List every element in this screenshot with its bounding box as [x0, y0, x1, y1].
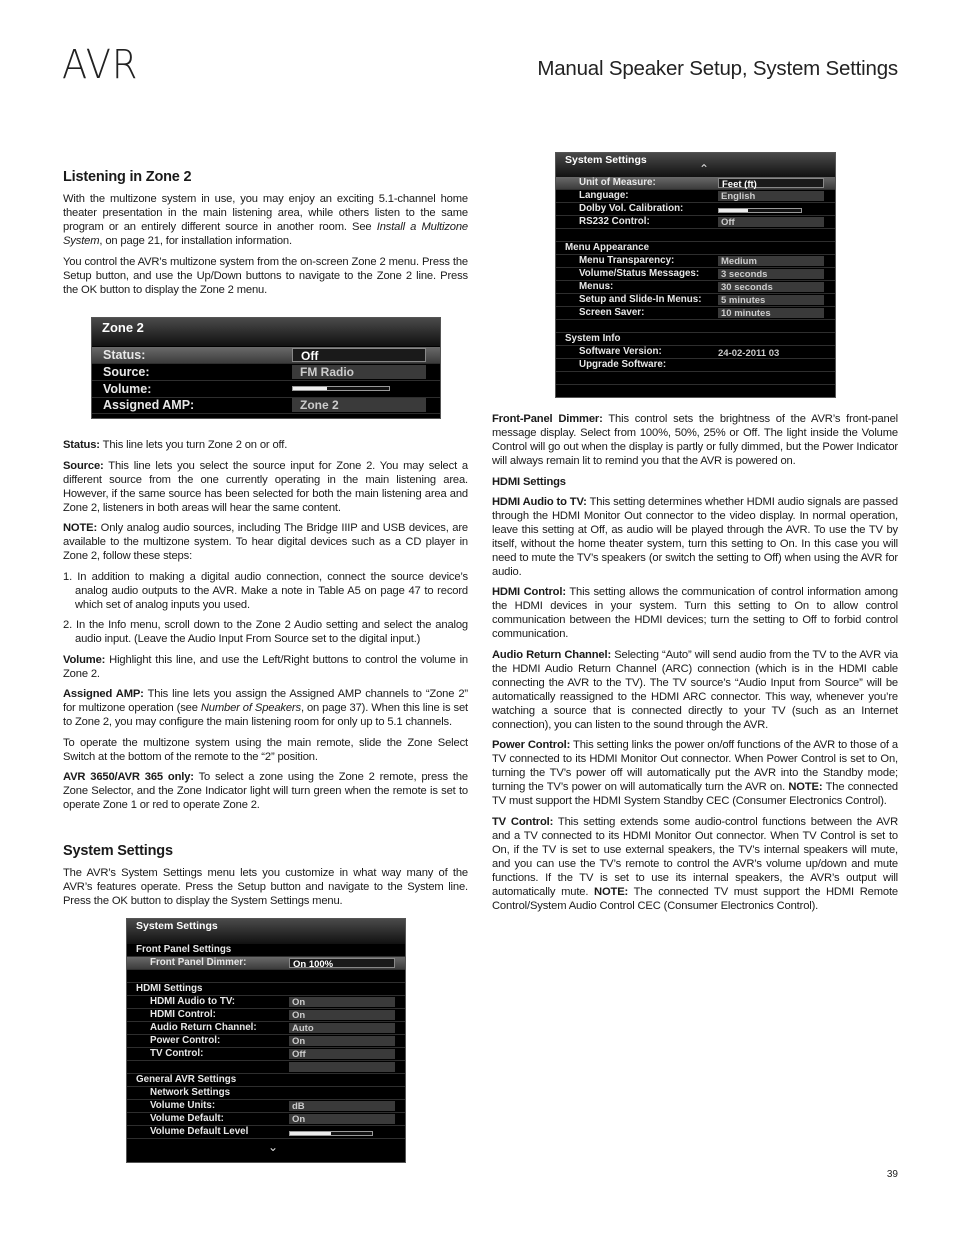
- arc-label: Audio Return Channel:: [150, 1022, 257, 1033]
- language-value[interactable]: English: [718, 191, 824, 201]
- setup-slide-value[interactable]: 5 minutes: [718, 295, 824, 305]
- power-para: Power Control: This setting links the power on/off functions of the AVR to those of a TV connected to its HDMI Monitor Out connector. When Power Control is set to On, turning the TV’s power off will automatically put the AVR into the Standby mode; turning the TV’s power on will automatically turn the AVR on. NOTE: The connected TV must support the HDMI System Standby CEC (Consumer Electronics Control).: [492, 739, 899, 807]
- hdmi-control-value[interactable]: On: [289, 1010, 395, 1020]
- hdmi-header-row: [127, 983, 405, 996]
- avr-logo: AVR: [62, 42, 139, 88]
- volume-units-value[interactable]: dB: [289, 1101, 395, 1111]
- language-row[interactable]: [556, 190, 835, 203]
- network-label: Network Settings: [150, 1087, 231, 1098]
- software-row: [556, 346, 835, 359]
- zone2-amp-row[interactable]: [92, 397, 440, 414]
- dolby-row[interactable]: [556, 203, 835, 216]
- arc-row[interactable]: [127, 1022, 405, 1035]
- rs232-value[interactable]: Off: [718, 217, 824, 227]
- unit-value[interactable]: Feet (ft): [718, 178, 824, 188]
- steps-list: [63, 570, 468, 647]
- system-intro: The AVR’s System Settings menu lets you customize in what way many of the AVR’s features operate. Press the Setup button and navigate to the System line. Press the OK button to display the System Settings menu.: [63, 867, 468, 907]
- volume-default-value[interactable]: On: [289, 1114, 395, 1124]
- zone2-source-value[interactable]: FM Radio: [292, 365, 426, 379]
- volstatus-value[interactable]: 3 seconds: [718, 269, 824, 279]
- saver-row[interactable]: [556, 307, 835, 320]
- hdmi-control-row[interactable]: [127, 1009, 405, 1022]
- network-row[interactable]: [127, 1087, 405, 1100]
- menus-label: Menus:: [579, 281, 614, 292]
- volstatus-row[interactable]: [556, 268, 835, 281]
- volstatus-label: Volume/Status Messages:: [579, 268, 700, 279]
- info-header: System Info: [565, 333, 621, 344]
- volume-default-label: Volume Default:: [150, 1113, 224, 1124]
- tv-control-value[interactable]: Off: [289, 1049, 395, 1059]
- zone2-volume-slider[interactable]: [292, 386, 390, 391]
- volume-level-label: Volume Default Level: [150, 1126, 249, 1137]
- front-panel-dimmer-value[interactable]: On 100%: [289, 958, 395, 968]
- hdmi-header: HDMI Settings: [136, 983, 203, 994]
- appearance-header: Menu Appearance: [565, 242, 650, 253]
- power-control-label: Power Control:: [150, 1035, 221, 1046]
- front-panel-dimmer-label: Front Panel Dimmer:: [150, 957, 247, 968]
- zone2-source-row[interactable]: [92, 364, 440, 381]
- saver-value[interactable]: 10 minutes: [718, 308, 824, 318]
- system-heading: System Settings: [63, 843, 173, 859]
- front-panel-dimmer-row[interactable]: [127, 957, 405, 970]
- number-speakers-ref: Number of Speakers: [200, 702, 301, 714]
- zone2-amp-label: Assigned AMP:: [103, 398, 195, 412]
- amp-para: Assigned AMP: This line lets you assign the Assigned AMP channels to “Zone 2” for multizone operation (see Number of Speakers, on page 37). When this line is set to Zone 2, you may configure the main listening room for only up to 5.1 channels.: [63, 688, 468, 728]
- step-2: 2. In the Info menu, scroll down to the Zone 2 Audio setting and select the analog audio input. (Leave the Audio Input From Source set to the digital input.): [63, 619, 468, 645]
- arc-para: Audio Return Channel: Selecting “Auto” will send audio from the TV to the AVR via the HDMI Audio Return Channel (ARC) connection (which is in the HDMI cable connecting the AVR to the TV). The TV source’s “Audio Input from Source” will be automatically reassigned to the HDMI ARC connector. This way, whenever you’re watching a source that is connected directly to your TV (such as an Internet connection), you can listen to the sound through the AVR.: [492, 648, 898, 731]
- volume-default-row[interactable]: [127, 1113, 405, 1126]
- upgrade-row[interactable]: [556, 359, 835, 372]
- dolby-label: Dolby Vol. Calibration:: [579, 203, 684, 214]
- page-title: Manual Speaker Setup, System Settings: [537, 57, 898, 80]
- sys2-title: System Settings: [556, 153, 835, 177]
- info-header-row: [556, 333, 835, 346]
- volume-para: Volume: Highlight this line, and use the Left/Right buttons to control the volume in Zone 2.: [63, 653, 468, 680]
- page-number: 39: [886, 1169, 898, 1180]
- operate-para: To operate the multizone system using the main remote, slide the Zone Select Switch at the bottom of the remote to the “2” position.: [63, 736, 468, 763]
- hdmi-audio-para: HDMI Audio to TV: This setting determines whether HDMI audio signals are passed through the HDMI Monitor Out connector to the video display. In normal operation, leave this setting at Off, as audio will be played through the AVR. To use the TV by itself, without the home theater system, turn this setting to On. In this case you will need to mute the TV’s speakers (or switch the setting to Off) when using the AVR for audio.: [492, 495, 898, 578]
- rs232-row[interactable]: [556, 216, 835, 229]
- tv-control-row[interactable]: [127, 1048, 405, 1061]
- zone2-status-row[interactable]: [92, 347, 440, 364]
- blank-row: [127, 970, 405, 983]
- system-settings-menu-2: [555, 152, 836, 398]
- transparency-label: Menu Transparency:: [579, 255, 675, 266]
- system-section: [63, 844, 468, 915]
- saver-label: Screen Saver:: [579, 307, 645, 318]
- dimmer-para: Front-Panel Dimmer: This control sets the brightness of the AVR’s front-panel message display. Select from 100%, 50%, 25% or Off. The light inside the Volume Control will go out when the display is partly or fully dimmed, but the Power Indicator will always remain lit to remind you that the AVR is powered on.: [492, 413, 899, 467]
- source-para: Source: This line lets you select the source input for Zone 2. You may select a different source from the one currently operating in the main listening area. However, if the same source has been selected for both the main listening area and Zone 2, listeners in both areas will hear the same content.: [63, 459, 468, 514]
- right-column: [492, 412, 898, 919]
- zone2-volume-row[interactable]: [92, 381, 440, 398]
- hdmi-control-para: HDMI Control: This setting allows the communication of control information among the HDMI devices in your system. Turn this setting to On to allow control communication between the HDMI devices; turn the setting to Off to forbid control communication.: [492, 586, 898, 640]
- zone2-source-label: Source:: [103, 365, 150, 379]
- front-panel-header: Front Panel Settings: [136, 944, 232, 955]
- hdmi-audio-value[interactable]: On: [289, 997, 395, 1007]
- hdmi-audio-label: HDMI Audio to TV:: [150, 996, 236, 1007]
- step-1: 1. In addition to making a digital audio connection, connect the source device’s analog audio outputs to the AVR. Make a note in Table A5 on page 47 to record which set of analog inputs you used.: [63, 570, 468, 611]
- blank-row: [127, 1061, 405, 1074]
- zone2-menu-title: Zone 2: [92, 318, 440, 346]
- power-control-row[interactable]: [127, 1035, 405, 1048]
- zone2-section: [63, 170, 468, 303]
- front-panel-header-row: [127, 944, 405, 957]
- tv-para: TV Control: This setting extends some audio-control functions between the AVR and a TV connected to its HDMI Monitor Out connector. When TV Control is set to On, if the TV is set to use external speakers, the TV’s internal speakers will mute, and you can use the TV’s remote to control the AVR’s volume up/down and mute functions. If the TV is set to use its internal speakers, the AVR’s output will automatically mute. NOTE: The connected TV must support the HDMI Remote Control/System Audio Control CEC (Consumer Electronics Control).: [492, 815, 898, 912]
- zone2-details: [63, 438, 468, 819]
- volume-units-row[interactable]: [127, 1100, 405, 1113]
- setup-slide-label: Setup and Slide-In Menus:: [579, 294, 702, 305]
- zone2-intro: With the multizone system in use, you may enjoy an exciting 5.1-channel home theater presentation in the main listening area, while others listen to the same program or an entirely different source in another room. See Install a Multizone System, on page 21, for installation information.: [63, 193, 468, 247]
- blank-row: [556, 320, 835, 333]
- chevron-down-icon[interactable]: ⌄: [268, 1140, 279, 1154]
- upgrade-label: Upgrade Software:: [579, 359, 667, 370]
- menus-row[interactable]: [556, 281, 835, 294]
- status-para: Status: This line lets you turn Zone 2 on or off.: [63, 439, 288, 451]
- unit-row[interactable]: [556, 177, 835, 190]
- blank-row: [556, 229, 835, 242]
- volume-units-label: Volume Units:: [150, 1100, 216, 1111]
- rs232-label: RS232 Control:: [579, 216, 650, 227]
- zone2-status-label: Status:: [103, 348, 146, 362]
- chevron-up-icon[interactable]: ⌃: [699, 162, 710, 176]
- arc-value[interactable]: Auto: [289, 1023, 395, 1033]
- install-multizone-ref: Install a Multizone System: [63, 221, 468, 247]
- zone2-menu: [91, 317, 441, 419]
- volume-level-row[interactable]: [127, 1126, 405, 1139]
- system-settings-menu-1: [126, 918, 406, 1163]
- blank-row: [556, 372, 835, 385]
- zone2-status-value[interactable]: Off: [292, 348, 426, 362]
- tv-control-label: TV Control:: [150, 1048, 204, 1059]
- appearance-header-row: [556, 242, 835, 255]
- volume-level-slider[interactable]: [289, 1131, 373, 1136]
- general-header: General AVR Settings: [136, 1074, 237, 1085]
- power-control-value[interactable]: On: [289, 1036, 395, 1046]
- avr-para: AVR 3650/AVR 365 only: To select a zone using the Zone 2 remote, press the Zone Selector, and the Zone Indicator light will turn green when the remote is set to operate Zone 1 or red to operate Zone 2.: [63, 771, 468, 811]
- software-label: Software Version:: [579, 346, 662, 357]
- zone2-control-text: You control the AVR’s multizone system from the on-screen Zone 2 menu. Press the Setup button, and use the Up/Down buttons to navigate to the Zone 2 line. Press the OK button to display the Zone 2 menu.: [63, 255, 468, 296]
- software-value: 24-02-2011 03: [718, 348, 780, 359]
- setup-slide-row[interactable]: [556, 294, 835, 307]
- empty-value-box: [289, 1062, 395, 1072]
- unit-label: Unit of Measure:: [579, 177, 656, 188]
- hdmi-control-label: HDMI Control:: [150, 1009, 216, 1020]
- zone2-volume-label: Volume:: [103, 382, 152, 396]
- hdmi-audio-row[interactable]: [127, 996, 405, 1009]
- general-header-row: [127, 1074, 405, 1087]
- sys1-title: System Settings: [127, 919, 405, 944]
- language-label: Language:: [579, 190, 629, 201]
- menus-value[interactable]: 30 seconds: [718, 282, 824, 292]
- note-para: NOTE: Only analog audio sources, including The Bridge IIIP and USB devices, are available to the multizone system. To hear digital devices such as a CD player in Zone 2, follow these steps:: [63, 522, 468, 562]
- hdmi-settings-heading: HDMI Settings: [492, 475, 566, 488]
- zone2-heading: Listening in Zone 2: [63, 169, 192, 185]
- transparency-value[interactable]: Medium: [718, 256, 824, 266]
- transparency-row[interactable]: [556, 255, 835, 268]
- zone2-amp-value[interactable]: Zone 2: [292, 398, 426, 412]
- dolby-slider[interactable]: [718, 208, 802, 213]
